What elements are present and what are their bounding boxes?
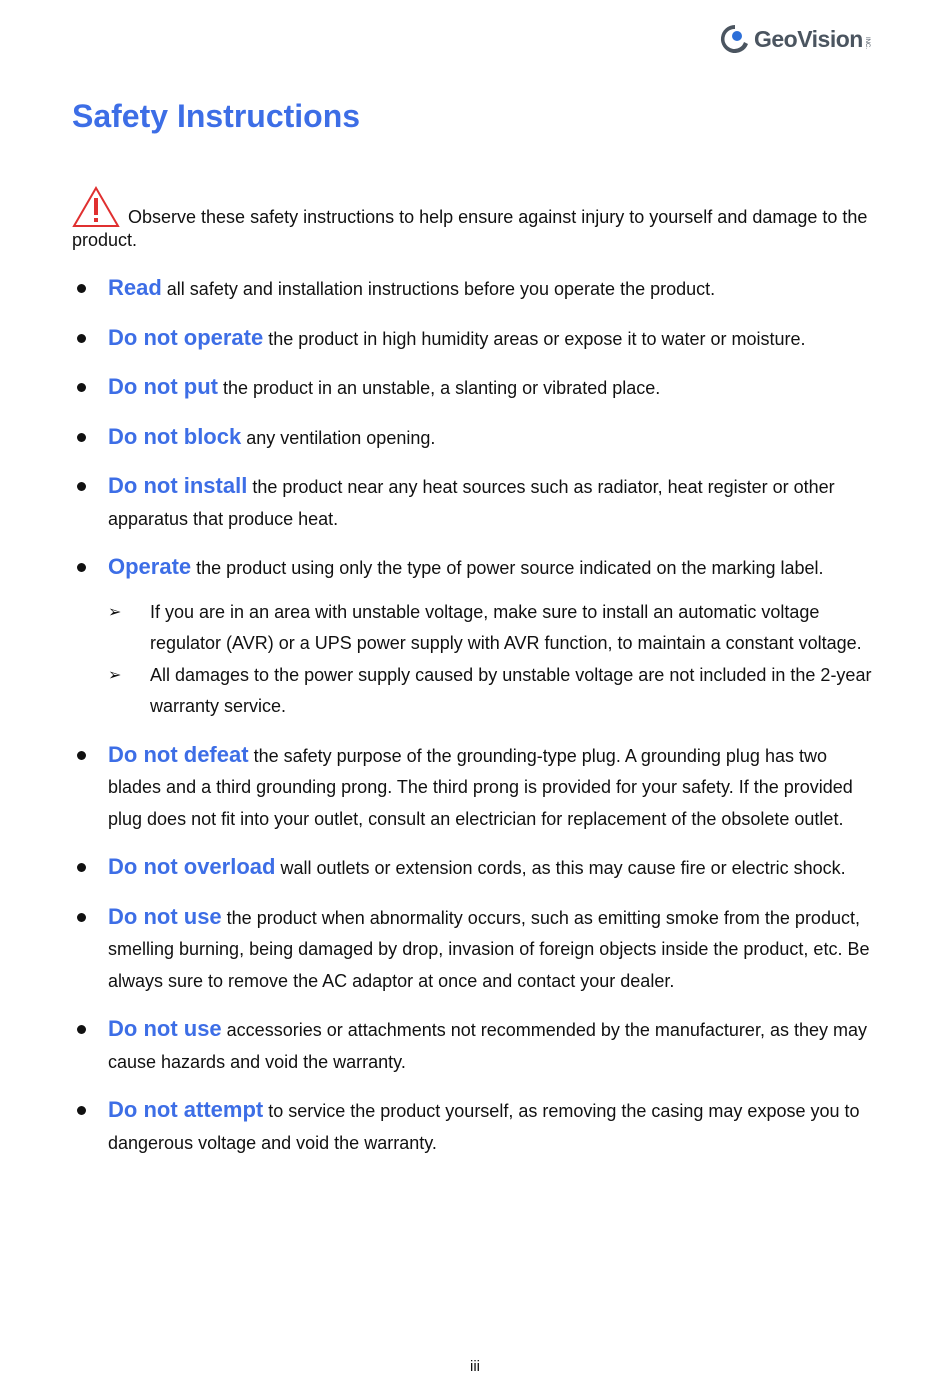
- safety-text: the product in an unstable, a slanting or vibrated place.: [217, 378, 661, 398]
- bullet-dot-icon: [77, 482, 86, 491]
- safety-list: [72, 272, 882, 1175]
- safety-keyword: Do not operate: [108, 324, 264, 350]
- arrowhead-icon: ➢: [108, 666, 122, 684]
- safety-keyword: Do not overload: [108, 854, 276, 879]
- bullet-dot-icon: [77, 1106, 86, 1115]
- bullet-dot-icon: [77, 334, 86, 343]
- sub-item-text: If you are in an area with unstable voltage, make sure to install an automatic voltage regulator (AVR) or a UPS power supply with AVR function, to maintain a constant voltage.: [150, 601, 862, 653]
- safety-item: [72, 322, 882, 356]
- bullet-dot-icon: [77, 751, 86, 760]
- safety-keyword: Do not attempt: [108, 1097, 264, 1122]
- safety-item: [72, 421, 882, 455]
- safety-keyword: Do not block: [108, 423, 242, 449]
- safety-item: [72, 739, 882, 836]
- safety-keyword: Do not put: [108, 374, 218, 399]
- safety-text: the safety purpose of the grounding-type plug. A grounding plug has two blades and a third grounding prong. The third prong is provided for your safety. If the provided plug does not fit into your outlet, consult an electrician for replacement of the obsolete outlet.: [108, 745, 853, 829]
- arrowhead-icon: ➢: [108, 603, 122, 621]
- sub-list: [108, 597, 882, 723]
- safety-text: the product using only the type of power source indicated on the marking label.: [191, 558, 824, 578]
- page-number: iii: [470, 1358, 480, 1375]
- safety-item: [72, 851, 882, 885]
- logo-text: GeoVision: [754, 25, 863, 52]
- safety-text: any ventilation opening.: [241, 427, 436, 448]
- safety-text: accessories or attachments not recommended by the manufacturer, as they may cause hazards and void the warranty.: [108, 1020, 867, 1072]
- geovision-logo: [718, 22, 870, 56]
- bullet-dot-icon: [77, 433, 86, 442]
- warning-triangle-icon: [72, 186, 120, 228]
- bullet-dot-icon: [77, 863, 86, 872]
- safety-text: to service the product yourself, as removing the casing may expose you to dangerous voltage and void the warranty.: [108, 1101, 860, 1153]
- bullet-dot-icon: [77, 563, 86, 572]
- page-title: Safety Instructions: [72, 98, 361, 134]
- intro-paragraph: [72, 186, 882, 252]
- safety-item: [72, 551, 882, 723]
- bullet-dot-icon: [77, 284, 86, 293]
- safety-text: all safety and installation instructions before you operate the product.: [161, 279, 716, 299]
- safety-item: [72, 1013, 882, 1078]
- intro-text: Observe these safety instructions to help ensure against injury to yourself and damage to the product.: [72, 207, 868, 250]
- geovision-logo-icon: [718, 22, 752, 56]
- safety-item: [72, 1094, 882, 1159]
- sub-item: [108, 597, 882, 660]
- bullet-dot-icon: [77, 383, 86, 392]
- safety-text: the product when abnormality occurs, such as emitting smoke from the product, smelling burning, being damaged by drop, invasion of foreign objects inside the product, etc. Be always sure to remove the AC adaptor at once and contact your dealer.: [108, 907, 870, 991]
- safety-text: the product in high humidity areas or expose it to water or moisture.: [263, 328, 806, 349]
- safety-item: [72, 272, 882, 306]
- safety-keyword: Read: [108, 275, 162, 300]
- safety-keyword: Do not use: [108, 903, 222, 929]
- safety-item: [72, 371, 882, 405]
- safety-keyword: Do not install: [108, 473, 248, 498]
- safety-keyword: Operate: [108, 554, 192, 579]
- sub-item-text: All damages to the power supply caused by unstable voltage are not included in the 2-year warranty service.: [150, 664, 872, 716]
- sub-item: [108, 660, 882, 723]
- bullet-dot-icon: [77, 1025, 86, 1034]
- logo-sub: INC.: [863, 37, 870, 49]
- safety-keyword: Do not defeat: [108, 741, 249, 767]
- safety-item: [72, 470, 882, 535]
- safety-item: [72, 901, 882, 998]
- safety-keyword: Do not use: [108, 1016, 222, 1041]
- safety-text: wall outlets or extension cords, as this may cause fire or electric shock.: [275, 858, 846, 878]
- bullet-dot-icon: [77, 913, 86, 922]
- safety-text: the product near any heat sources such as radiator, heat register or other apparatus that produce heat.: [108, 477, 835, 529]
